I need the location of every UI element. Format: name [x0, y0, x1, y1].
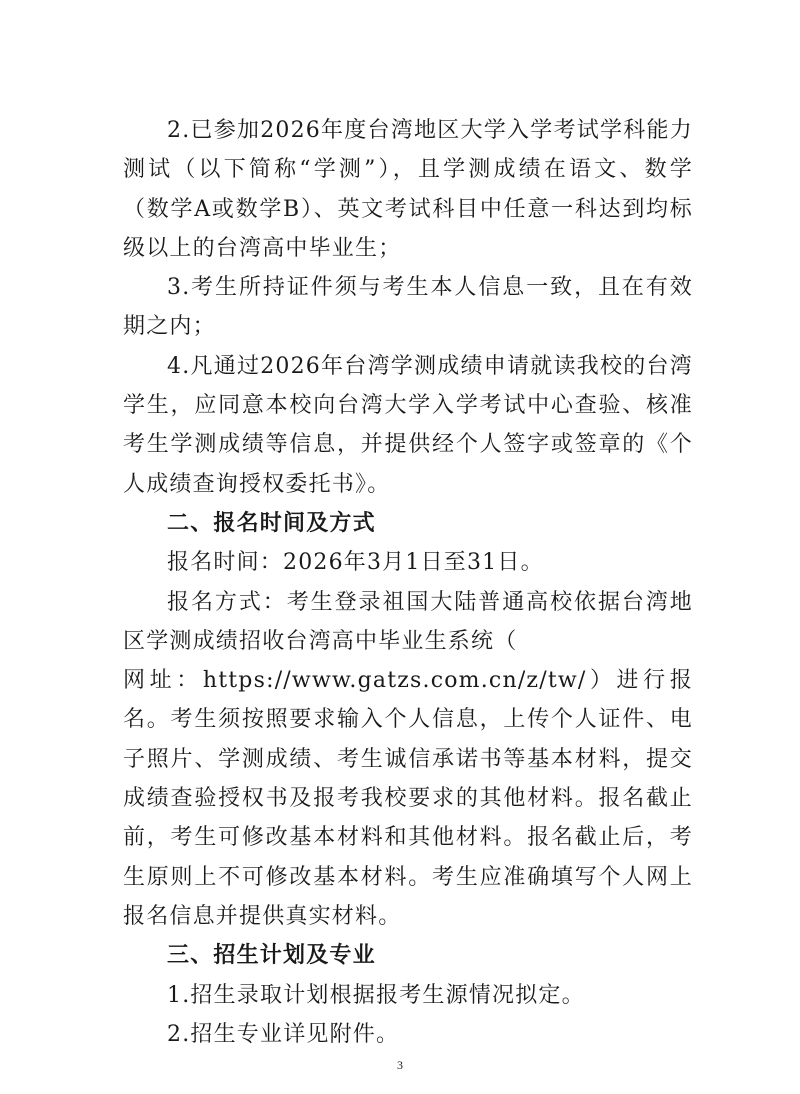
paragraph-condition-3: 3.考生所持证件须与考生本人信息一致，且在有效期之内；: [123, 275, 693, 340]
paragraph-plan-2: 2.招生专业详见附件。: [167, 1021, 400, 1047]
paragraph-registration-time: 报名时间：2026年3月1日至31日。: [167, 550, 544, 576]
paragraph-plan-1: 1.招生录取计划根据报考生源情况拟定。: [167, 982, 585, 1008]
paragraph-registration-method: 报名方式：考生登录祖国大陆普通高校依据台湾地区学测成绩招收台湾高中毕业生系统（: [123, 589, 693, 654]
section-heading-enrollment-plan: 三、招生计划及专业: [167, 943, 376, 969]
page-number: 3: [397, 1058, 403, 1072]
section-heading-registration: 二、报名时间及方式: [167, 510, 376, 536]
document-body: [123, 111, 693, 1054]
paragraph-registration-website: 网址：https://www.gatzs.com.cn/z/tw/）进行报名。考生须按照要求输入个人信息，上传个人证件、电子照片、学测成绩、考生诚信承诺书等基本材料，提交成绩查验授权书及报考我校要求的其他材料。报名截止前，考生可修改基本材料和其他材料。报名截止后，考生原则上不可修改基本材料。考生应准确填写个人网上报名信息并提供真实材料。: [123, 668, 693, 929]
paragraph-condition-4: 4.凡通过2026年台湾学测成绩申请就读我校的台湾学生，应同意本校向台湾大学入学考试中心查验、核准考生学测成绩等信息，并提供经个人签字或签章的《个人成绩查询授权委托书》。: [123, 353, 693, 497]
paragraph-condition-2: 2.已参加2026年度台湾地区大学入学考试学科能力测试（以下简称“学测”），且学测成绩在语文、数学（数学A或数学B）、英文考试科目中任意一科达到均标级以上的台湾高中毕业生；: [123, 118, 693, 261]
